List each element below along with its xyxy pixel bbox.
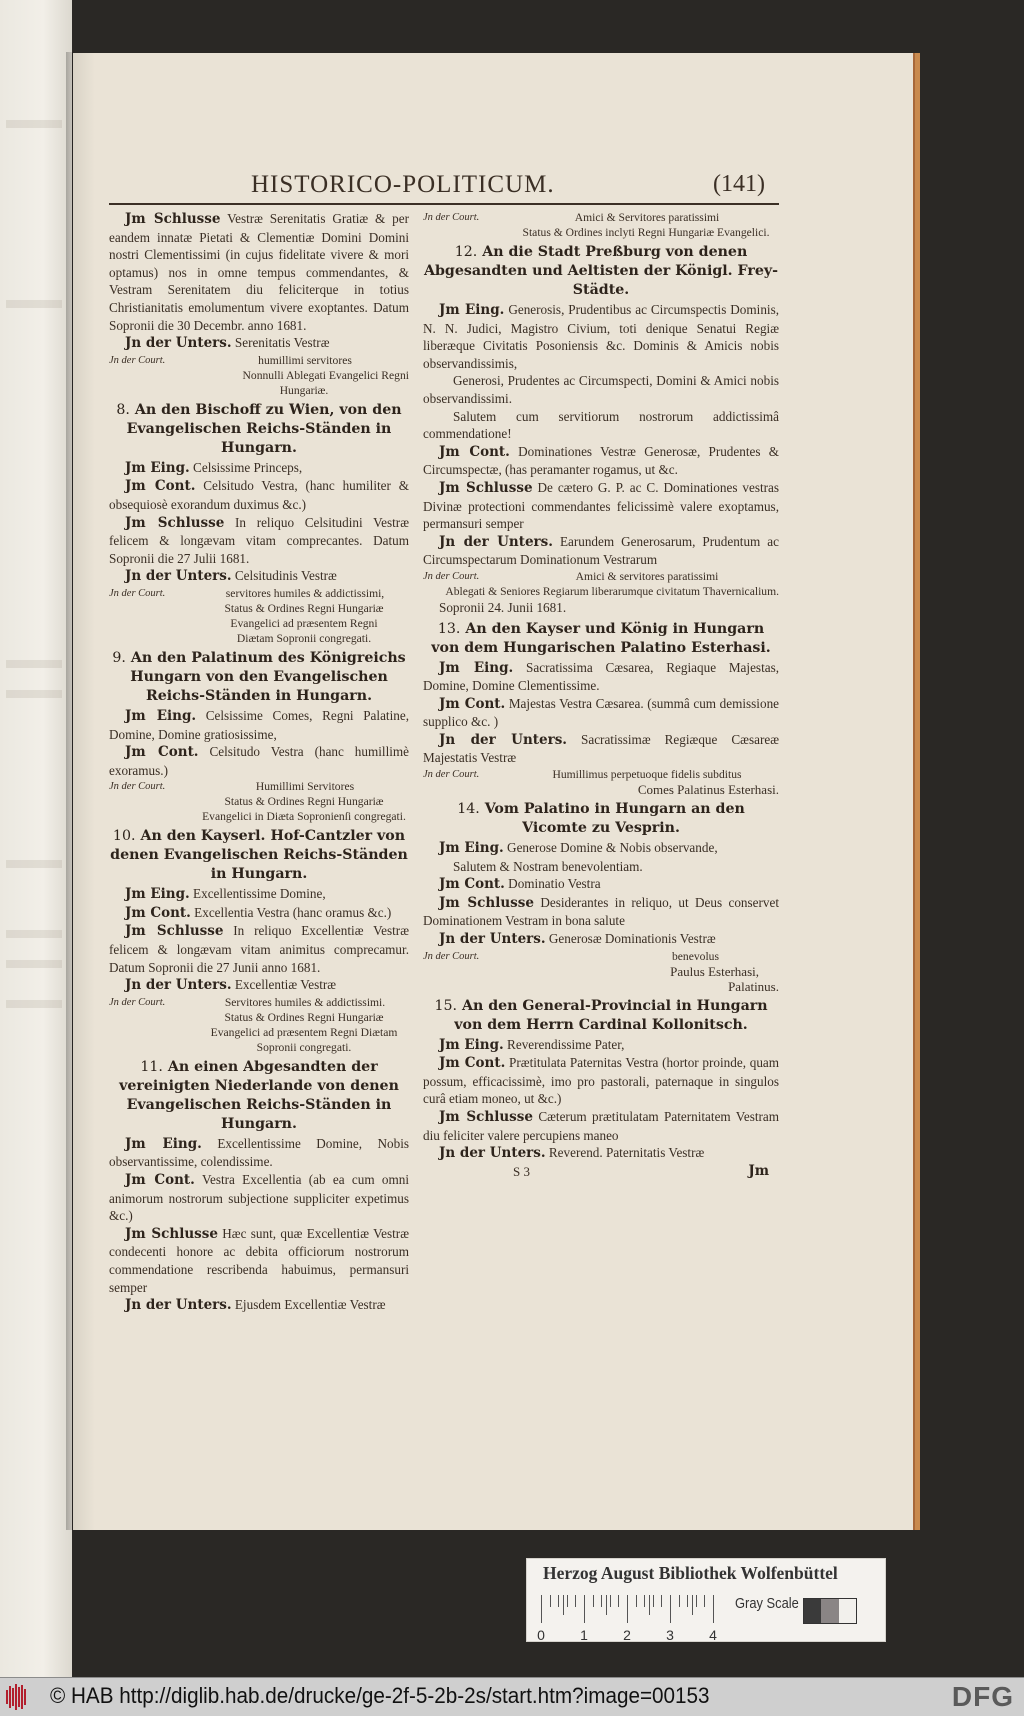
schluss-line: Jm Schlusse Hæc sunt, quæ Excellentiæ Vestræ condecenti honore ac debita officiorum nostrorum commendatione rescribenda habuimus, permansuri semper bbox=[109, 1225, 409, 1295]
ruler-tick bbox=[636, 1595, 637, 1607]
greeting-line: Salutem & Nostram benevolentiam. bbox=[453, 858, 643, 874]
greeting-line: Salutem cum servitiorum nostrorum addictissimâ commendatione! bbox=[423, 408, 779, 442]
signatory-line: Status & Ordines inclyti Regni Hungariæ Evangelici. bbox=[522, 226, 770, 239]
section-label: Jn der Unters. bbox=[125, 335, 232, 352]
section-heading-8: 8. An den Bischoff zu Wien, von den Evangelischen Reichs-Ständen in Hungarn. bbox=[116, 401, 402, 456]
schluss-line: Jm Schlusse In reliquo Celsitudini Vestræ felicem & longævam vitam comprecantes. Datum Sopronii die 27 Julii 1681. bbox=[109, 514, 409, 566]
greeting-line: Generosi, Prudentes ac Circumspecti, Domini & Amici nobis observandissimi. bbox=[423, 373, 779, 406]
court-line: Jn der Court. Servitores humiles & addictissimi. bbox=[109, 995, 386, 1009]
ruler-label: 0 bbox=[537, 1627, 545, 1643]
unters-line: Jn der Unters. Reverend. Paternitatis Vestræ bbox=[439, 1145, 705, 1162]
ruler-tick bbox=[649, 1595, 650, 1615]
catchword: Jm bbox=[748, 1162, 769, 1179]
eing-line: Jm Eing. Celsissime Comes, Regni Palatine, Domine, Domine gratiosissime, bbox=[109, 707, 410, 742]
court-line: Jn der Court. Humillimi Servitores bbox=[109, 780, 355, 794]
gray-scale-label: Gray Scale bbox=[735, 1595, 799, 1612]
bleed-through-text bbox=[6, 860, 62, 868]
signatory-line: Hungariæ. bbox=[279, 383, 329, 397]
cont-line: Jm Cont. Prætitulata Paternitas Vestra (hortor proinde, quam possum, efficacissimè, imo pro pastorali, paternaque in singulos curâ etiam moneo, ut &c.) bbox=[423, 1055, 780, 1107]
section-heading-10: 10. An den Kayserl. Hof-Cantzler von denen Evangelischen Reichs-Ständen in Hungarn. bbox=[110, 828, 408, 883]
cont-line: Jm Cont. Dominatio Vestra bbox=[439, 876, 601, 893]
eing-line: Jm Eing. Excellentissime Domine, Nobis observantissime, colendissime. bbox=[109, 1135, 409, 1170]
unters-line: Jn der Unters. Celsitudinis Vestræ bbox=[125, 568, 337, 585]
ruler-label: 1 bbox=[580, 1627, 588, 1643]
section-label: Jm Schlusse bbox=[125, 211, 221, 227]
ruler-tick bbox=[627, 1595, 628, 1623]
institution-name: Herzog August Bibliothek Wolfenbüttel bbox=[543, 1563, 838, 1583]
signatory-line: Status & Ordines Regni Hungariæ Evangelici in Diæta Sopronienſi congregati. bbox=[202, 795, 406, 824]
ruler-tick bbox=[541, 1595, 542, 1623]
section-heading-9: 9. An den Palatinum des Königreichs Hungarn von den Evangelischen Reichs-Ständen in Hungarn. bbox=[112, 649, 406, 704]
court-line: Jn der Court. servitores humiles & addictissimi, bbox=[109, 586, 385, 600]
signature: Comes Palatinus Esterhasi. bbox=[637, 782, 779, 798]
ruler-tick bbox=[644, 1595, 645, 1607]
court-line: Jn der Court. Amici & servitores paratissimi bbox=[423, 569, 719, 583]
unters-line: Jn der Unters. Ejusdem Excellentiæ Vestræ bbox=[125, 1297, 386, 1314]
section-heading-14: 14. Vom Palatino in Hungarn an den Vicomte zu Vesprin. bbox=[457, 801, 745, 837]
eing-line: Jm Eing. Sacratissima Cæsarea, Regiaque Majestas, Domine, Domine Clementissime. bbox=[423, 659, 780, 694]
signatory-line: Evangelici ad præsentem Regni bbox=[230, 616, 378, 630]
dateline: Sopronii 24. Junii 1681. bbox=[439, 599, 567, 615]
unters-line: Jn der Unters. Excellentiæ Vestræ bbox=[125, 977, 337, 994]
ruler-tick bbox=[679, 1595, 680, 1607]
eing-line: Jm Eing. Generose Domine & Nobis observande, bbox=[439, 840, 718, 857]
scale-card bbox=[526, 1558, 886, 1642]
schluss-line: Jm Schlusse De cætero G. P. ac C. Dominationes vestras Divinæ protectioni commendantes felicissimè valere exoptamus, permansuri semper bbox=[423, 479, 780, 532]
court-line: Jn der Court. benevolus bbox=[423, 949, 719, 963]
bleed-through-text bbox=[6, 960, 62, 968]
ruler-tick bbox=[692, 1595, 693, 1615]
ruler-tick bbox=[606, 1595, 607, 1615]
court-line bbox=[109, 353, 409, 368]
cont-line: Jm Cont. Celsitudo Vestra, (hanc humiliter & obsequiosè exorandum duximus &c.) bbox=[109, 478, 409, 512]
signatory-line: Status & Ordines Regni Hungariæ Evangelici ad præsentem Regni Diætam bbox=[210, 1010, 398, 1039]
running-head: HISTORICO-POLITICUM. bbox=[251, 171, 555, 198]
gray-scale-swatches bbox=[803, 1598, 857, 1624]
cont-line: Jm Cont. Dominationes Vestræ Generosæ, Prudentes & Circumspectæ, (has peramanter rogamus, ut &c. bbox=[423, 443, 780, 478]
eing-line: Jm Eing. Excellentissime Domine, bbox=[125, 886, 326, 903]
section-heading-11: 11. An einen Abgesandten der vereinigten Niederlande von denen Evangelischen Reichs-Ständen in Hungarn. bbox=[119, 1058, 399, 1132]
hab-logo-icon bbox=[6, 1684, 28, 1710]
ruler-tick bbox=[661, 1595, 662, 1607]
copyright-url[interactable]: © HAB http://diglib.hab.de/drucke/ge-2f-5-2b-2s/start.htm?image=00153 bbox=[50, 1683, 710, 1708]
ruler-label: 3 bbox=[666, 1627, 674, 1643]
section-heading-13: 13. An den Kayser und König in Hungarn von dem Hungarischen Palatino Esterhasi. bbox=[431, 620, 771, 656]
footer-bar bbox=[0, 1677, 1024, 1716]
ruler-tick bbox=[687, 1595, 688, 1607]
section-heading-12: 12. An die Stadt Preßburg von denen Abgesandten und Aeltisten der Königl. Frey-Städte. bbox=[424, 244, 778, 298]
cont-line: Jm Cont. Majestas Vestra Cæsarea. (summâ cum demissione supplico &c. ) bbox=[423, 695, 780, 730]
ruler-tick bbox=[670, 1595, 671, 1623]
bleed-through-text bbox=[6, 930, 62, 938]
signatory-line: Nonnulli Ablegati Evangelici Regni bbox=[242, 368, 409, 382]
section-heading-15: 15. An den General-Provincial in Hungarn von dem Herrn Cardinal Kollonitsch. bbox=[434, 997, 768, 1033]
signature-mark: S 3 bbox=[513, 1163, 530, 1179]
eing-line: Jm Eing. Generosis, Prudentibus ac Circumspectis Dominis, N. N. Judici, Magistro Civium, toti denique Senatui Regiæ liberæque Civitatis Posoniensis &c. Dominis & Amicis nobis observandissimis, bbox=[423, 302, 779, 371]
signatory-line: Status & Ordines Regni Hungariæ bbox=[224, 601, 384, 615]
ruler-label: 2 bbox=[623, 1627, 631, 1643]
court-line: Jn der Court. Amici & Servitores paratissimi bbox=[423, 211, 720, 224]
schluss-line: Jm Schlusse In reliquo Excellentiæ Vestræ felicem & longævam vitam animitus comprecamur. Datum Sopronii die 27 Junii anno 1681. bbox=[109, 923, 409, 975]
paragraph-text: Vestræ Serenitatis Gratiæ & per eandem innatæ Pietati & Clementiæ Domini Domini nostri Clementissimi (in cujus fidelitate vivere & mori optamus) nos in omne tempus commendantes, & Vestram Serenitatem diu feliciterque in totius Christianitatis emolumentum vivere exoptantes. Datum Sopronii die 30 Decembr. anno 1681. bbox=[109, 211, 410, 333]
signature: Palatinus. bbox=[728, 978, 779, 994]
ruler-tick bbox=[593, 1595, 594, 1607]
bleed-through-text bbox=[6, 660, 62, 668]
ruler bbox=[537, 1591, 717, 1643]
ruler-tick bbox=[575, 1595, 576, 1607]
closing-paragraph bbox=[109, 210, 409, 334]
ruler-tick bbox=[558, 1595, 559, 1607]
subscription-line bbox=[109, 334, 409, 353]
ruler-label: 4 bbox=[709, 1627, 717, 1643]
unters-line: Jn der Unters. Generosæ Dominationis Vestræ bbox=[439, 931, 716, 948]
ruler-tick bbox=[696, 1595, 697, 1607]
bleed-through-text bbox=[6, 1000, 62, 1008]
swatch-light bbox=[839, 1599, 856, 1623]
ruler-tick bbox=[653, 1595, 654, 1607]
signature: Paulus Esterhasi, bbox=[670, 963, 759, 979]
unters-line: Jn der Unters. Earundem Generosarum, Prudentum ac Circumspectarum Dominationum Vestrarum bbox=[423, 533, 779, 568]
header-rule bbox=[109, 203, 779, 205]
left-column bbox=[109, 210, 409, 1315]
bleed-through-text bbox=[6, 120, 62, 128]
ruler-tick bbox=[713, 1595, 714, 1623]
dfg-logo: DFG bbox=[951, 1681, 1014, 1712]
cont-line: Jm Cont. Vestra Excellentia (ab ea cum omni animorum nostrorum subjectione suppliciter expetimus &c.) bbox=[109, 1172, 410, 1224]
cont-line: Jm Cont. Excellentia Vestra (hanc oramus &c.) bbox=[125, 904, 392, 921]
unters-line: Jn der Unters. Sacratissimæ Regiæque Cæsareæ Majestatis Vestræ bbox=[423, 731, 779, 766]
page-foot bbox=[423, 1163, 779, 1181]
swatch-mid bbox=[821, 1599, 838, 1623]
ruler-tick bbox=[584, 1595, 585, 1623]
book-page bbox=[73, 53, 920, 1530]
eing-line: Jm Eing. Reverendissime Pater, bbox=[439, 1036, 625, 1053]
signatory-line: Sopronii congregati. bbox=[256, 1040, 352, 1054]
court-text: humillimi servitores bbox=[258, 353, 352, 367]
bleed-through-text bbox=[6, 300, 62, 308]
ruler-tick bbox=[601, 1595, 602, 1607]
page-gutter bbox=[73, 53, 95, 1530]
schluss-line: Jm Schlusse Cæterum prætitulatam Paternitatem Vestram diu feliciter valere percupiens maneo bbox=[423, 1109, 780, 1143]
ruler-tick bbox=[704, 1595, 705, 1607]
eing-line: Jm Eing. Celsissime Princeps, bbox=[125, 459, 303, 476]
cont-line: Jm Cont. Celsitudo Vestra (hanc humillimè exoramus.) bbox=[109, 744, 410, 778]
right-column bbox=[423, 210, 779, 1180]
signatory-line: Diætam Sopronii congregati. bbox=[236, 631, 372, 645]
ruler-tick bbox=[567, 1595, 568, 1607]
bleed-through-text bbox=[6, 690, 62, 698]
previous-page-edge bbox=[0, 0, 72, 1677]
swatch-dark bbox=[804, 1599, 821, 1623]
signatory-line: Ablegati & Seniores Regiarum liberarumque civitatum Thavernicalium. bbox=[445, 584, 779, 598]
paragraph-text: Serenitatis Vestræ bbox=[234, 335, 330, 351]
court-line: Jn der Court. Humillimus perpetuoque fidelis subditus bbox=[423, 768, 742, 782]
court-label: Jn der Court. bbox=[109, 354, 166, 366]
ruler-tick bbox=[618, 1595, 619, 1607]
page-number: (141) bbox=[713, 171, 765, 197]
ruler-tick bbox=[550, 1595, 551, 1607]
ruler-tick bbox=[563, 1595, 564, 1615]
schluss-line: Jm Schlusse Desiderantes in reliquo, ut Deus conservet Dominationem Vestram in bona salute bbox=[423, 894, 780, 929]
ruler-tick bbox=[610, 1595, 611, 1607]
